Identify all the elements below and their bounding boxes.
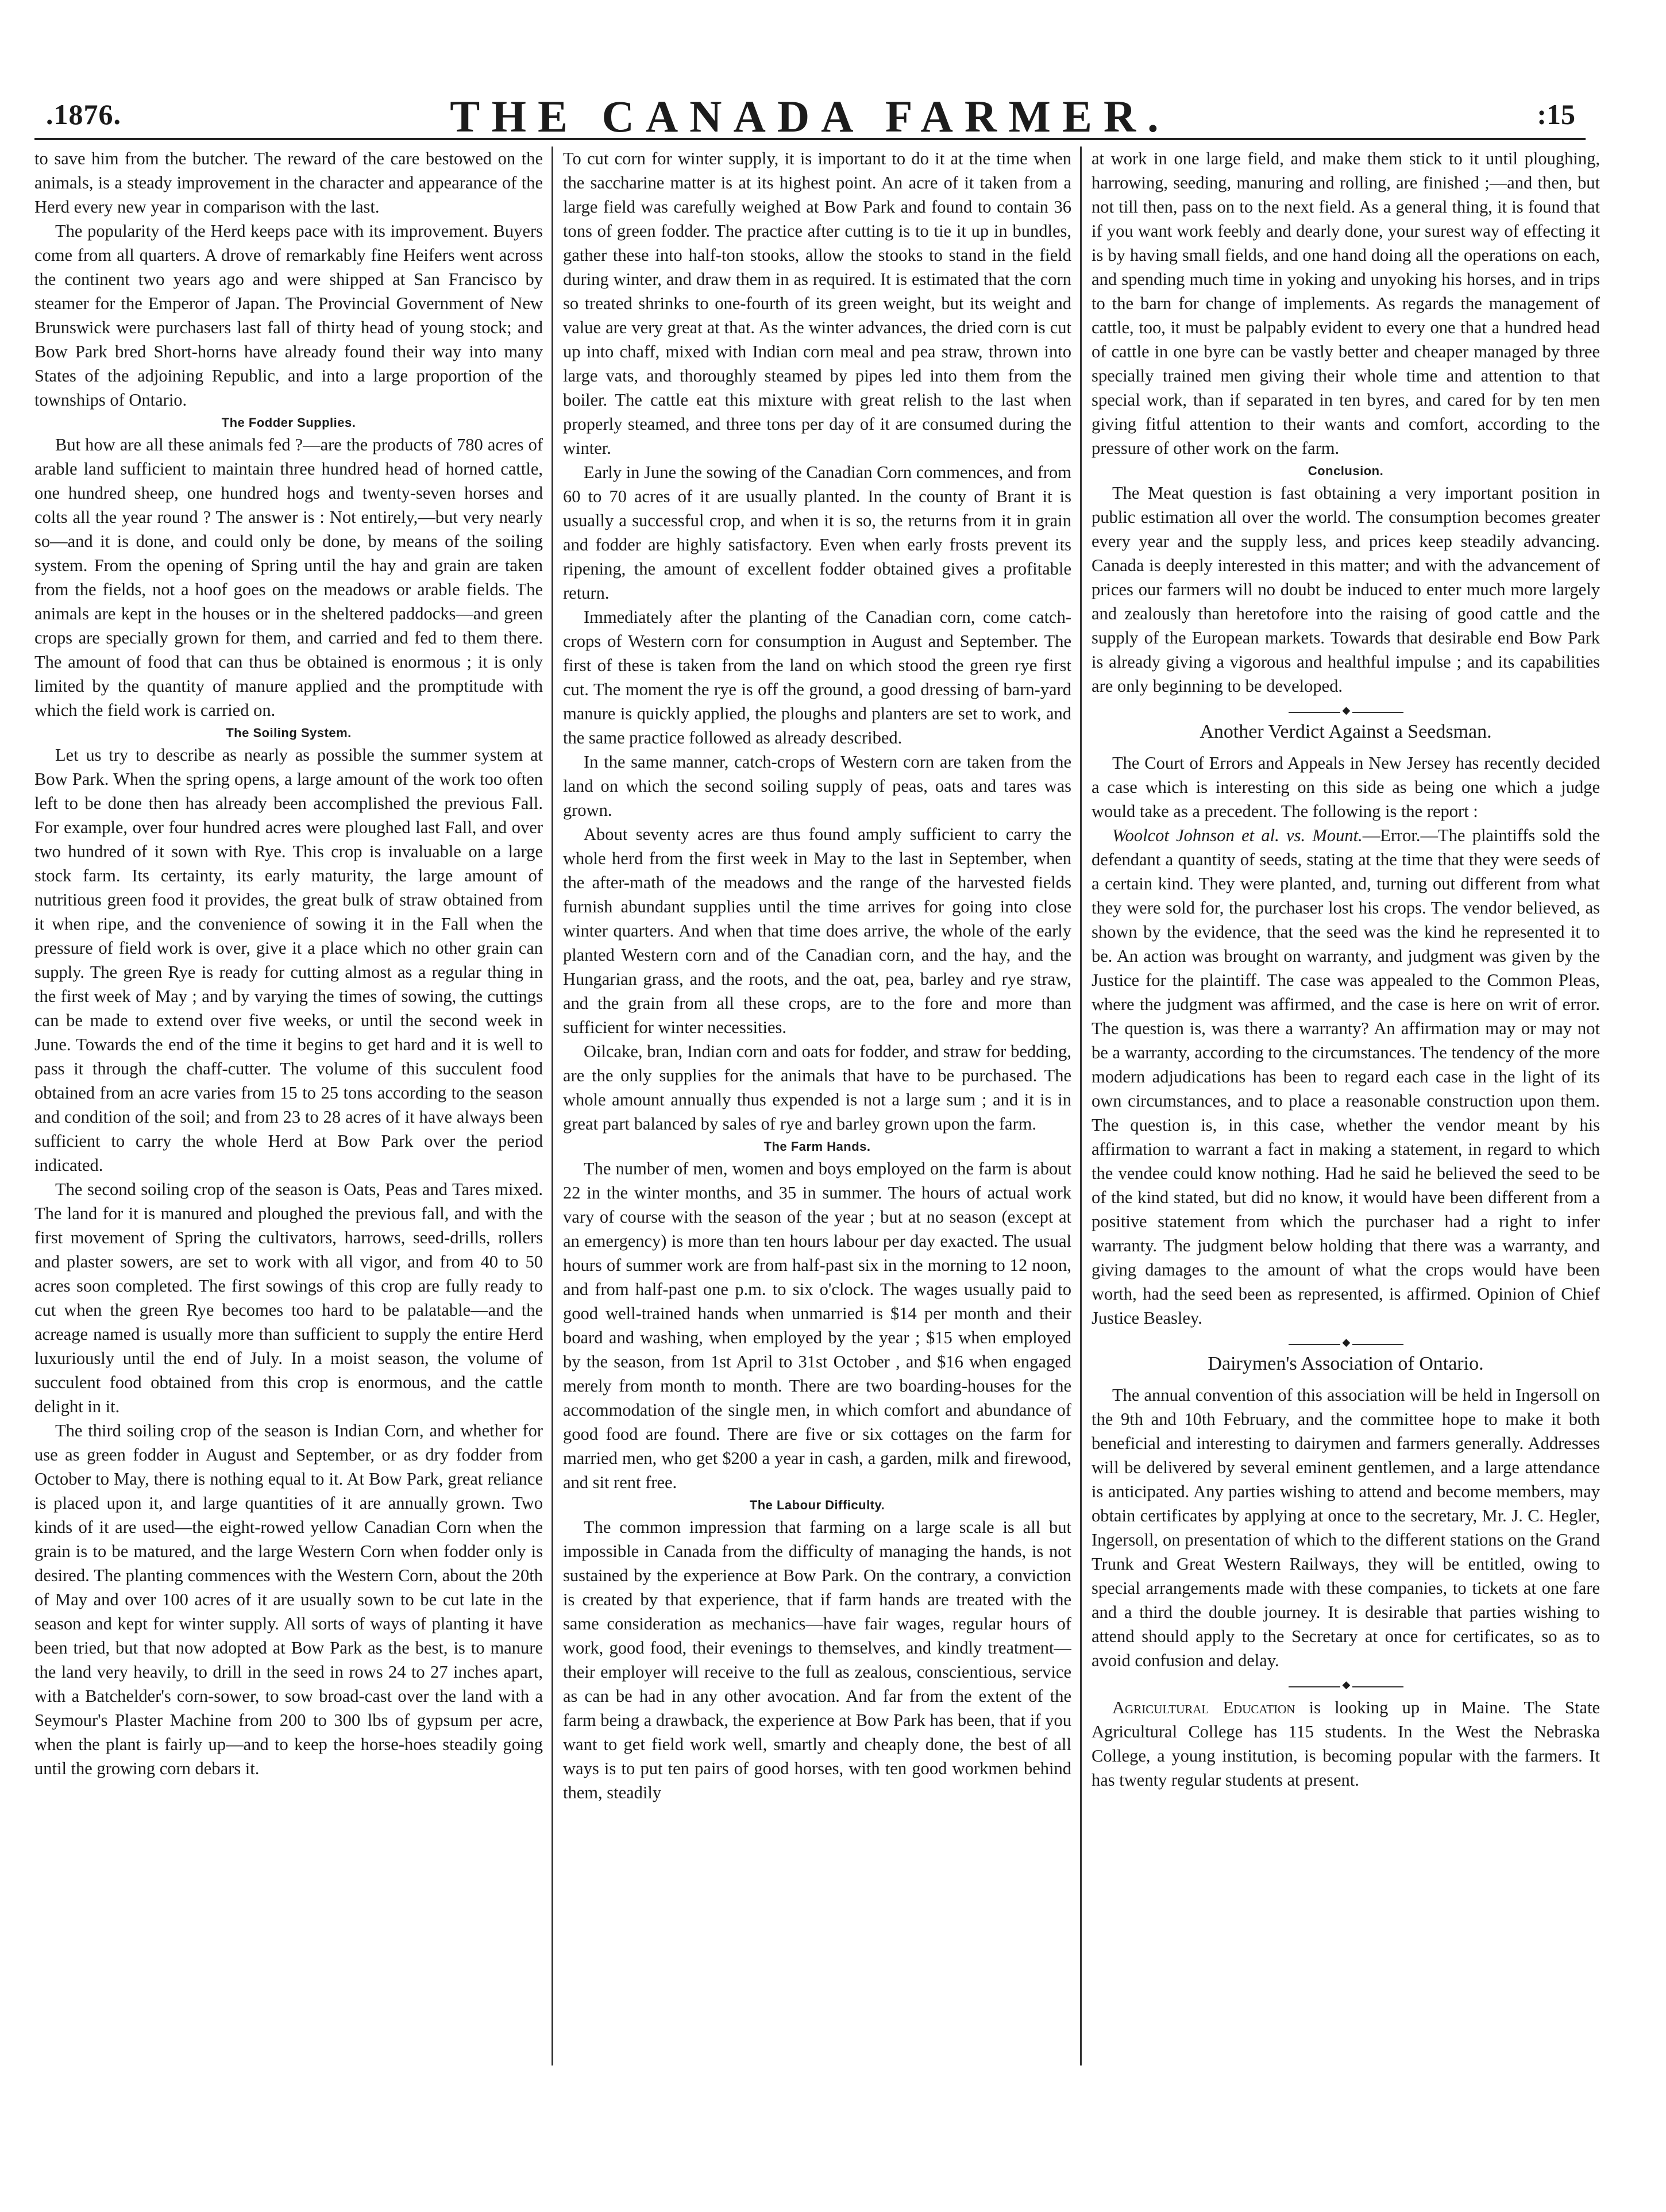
masthead-rule bbox=[34, 138, 1586, 140]
masthead-year: .1876. bbox=[46, 98, 121, 130]
paragraph: to save him from the butcher. The reward of the care bestowed on the animals, is a steady improvement in the character and appearance of the Herd every new year in comparison with the last. bbox=[34, 149, 543, 217]
column-divider bbox=[1080, 147, 1082, 2065]
section-heading: The Labour Difficulty. bbox=[749, 1498, 885, 1512]
paragraph: The annual convention of this association will be held in Ingersoll on the 9th and 10th February, and the committee hope to make it both beneficial and interesting to dairymen and farmers generally. Addresses will be delivered by several eminent gentlemen, and a large attendance is anticipated. Any parties wishing to attend and become members, may obtain certificates by applying at once to the secretary, Mr. J. C. Hegler, Ingersoll, on presentation of which to the different stations on the Grand Trunk and Great Western Railways, they will be entitled, owing to special arrangements made with these companies, to tickets at one fare and a third the double journey. It is desirable that parties wishing to attend should apply to the Secretary at once for certificates, so as to avoid confusion and delay. bbox=[1092, 1385, 1600, 1670]
paragraph: Immediately after the planting of the Canadian corn, come catch-crops of Western corn for consumption in August and September. The first of these is taken from the land on which stood the green rye first cut. The moment the rye is off the ground, a good dressing of barn-yard manure is quickly applied, the ploughs and planters are set to work, and the same practice followed as already described. bbox=[563, 607, 1071, 747]
paragraph-text: is looking up in Maine. The State Agricultural College has 115 students. In the West the Nebraska College, a young institution, is becoming popular with the farmers. It has twenty regular students at present. bbox=[1092, 1698, 1600, 1790]
paragraph: Let us try to describe as nearly as possible the summer system at Bow Park. When the spring opens, a large amount of the work too often left to be done then has already been accomplished the previous Fall. For example, over four hundred acres were ploughed last Fall, and over two hundred of it sown with Rye. This crop is invaluable on a large stock farm. Its certainty, its early maturity, the large amount of nutritious green food it provides, the great bulk of straw obtained from it when ripe, and the convenience of sowing it in the Fall when the pressure of field work is over, give it a place which no other grain can supply. The green Rye is ready for cutting almost as a regular thing in the first week of May ; and by varying the times of sowing, the cuttings can be made to extend over five weeks, or until the second week in June. Towards the end of the time it begins to get hard and it is well to pass it through the chaff-cutter. The volume of this succulent food obtained from an acre varies from 15 to 25 tons according to the season and condition of the soil; and from 23 to 28 acres of it have always been sufficient to carry the whole Herd at Bow Park over the period indicated. bbox=[34, 745, 543, 1175]
case-text: —Error.—The plaintiffs sold the defendant a quantity of seeds, stating at the time that they were seeds of a certain kind. They were planted, and, turning out different from what they were sold for, the purchaser lost his crops. The vendor believed, as shown by the evidence, that the seed was the kind he represented it to be. An action was brought on warranty, and judgment was given by the Justice for the plaintiff. The case was appealed to the Common Pleas, where the judgment was affirmed, and the case is here on writ of error. The question is, was there a warranty? An affirmation may or may not be a warranty, according to the circumstances. The tendency of the more modern adjudications has been to regard each case in the light of its own circumstances, and to place a reasonable construction upon them. The question is, in this case, whether the vendor meant by his affirmation to warrant a fact in making a statement, in regard to which the vendee could know nothing. Had he said he believed the seed to be of the kind stated, but did no know, it would have been different from a positive statement from which the purchaser had a right to infer warranty. The judgment below holding that there was a warranty, and giving damages to the amount of what the crops would have been worth, had the seed been as represented, is affirmed. Opinion of Chief Justice Beasley. bbox=[1092, 826, 1600, 1328]
ornamental-divider bbox=[1289, 1686, 1403, 1687]
ornamental-divider bbox=[1289, 712, 1403, 713]
paragraph: The common impression that farming on a large scale is all but impossible in Canada from the difficulty of managing the hands, is not sustained by the experience at Bow Park. On the contrary, a conviction is created by that experience, that if farm hands are treated with the same consideration as mechanics—have fair wages, regular hours of work, good food, their evenings to themselves, and kindly treatment—their employer will receive to the full as zealous, conscientious, service as can be had in any other avocation. And far from the extent of the farm being a drawback, the experience at Bow Park has been, that if you want to get field work well, smartly and cheaply done, the best of all ways is to put ten pairs of good horses, with ten good workmen behind them, steadily bbox=[563, 1517, 1071, 1802]
section-heading: Conclusion. bbox=[1308, 464, 1384, 478]
section-heading: The Farm Hands. bbox=[763, 1139, 871, 1154]
column-3 bbox=[1092, 147, 1600, 2071]
article-headline: Dairymen's Association of Ontario. bbox=[1208, 1353, 1484, 1374]
lead-in-caps: Agricultural Education bbox=[1112, 1698, 1295, 1717]
paragraph: In the same manner, catch-crops of Western corn are taken from the land on which the second soiling supply of peas, oats and tares was grown. bbox=[563, 752, 1071, 820]
column-divider bbox=[552, 147, 553, 2065]
paragraph: The popularity of the Herd keeps pace with its improvement. Buyers come from all quarters. A drove of remarkably fine Heifers went across the continent two years ago and were shipped at San Francisco by steamer for the Emperor of Japan. The Provincial Government of New Brunswick were purchasers last fall of thirty head of young stock; and Bow Park bred Short-horns have already found their way into many States of the adjoining Republic, and into a large proportion of the townships of Ontario. bbox=[34, 221, 543, 410]
paragraph: To cut corn for winter supply, it is important to do it at the time when the saccharine matter is at its highest point. An acre of it taken from a large field was carefully weighed at Bow Park and found to contain 36 tons of green fodder. The practice after cutting is to tie it up in bundles, gather these into half-ton stooks, allow the stooks to stand in the field during winter, and draw them in as required. It is estimated that the corn so treated shrinks to one-fourth of its green weight, but its weight and value are very great at that. As the winter advances, the dried corn is cut up into chaff, mixed with Indian corn meal and pea straw, thrown into large vats, and thoroughly steamed by pipes led into them from the boiler. The cattle eat this mixture with great relish to the last when properly steamed, and three tons per day of it are consumed during the winter. bbox=[563, 149, 1071, 458]
paragraph: The Meat question is fast obtaining a very important position in public estimation all over the world. The consumption becomes greater every year and the supply less, and prices keep steadily advancing. Canada is deeply interested in this matter; and with the advancement of prices our farmers will no doubt be induced to enter much more largely and zealously than heretofore into the raising of good cattle and the supply of the European markets. Towards that desirable end Bow Park is already giving a vigorous and healthful impulse ; and its capabilities are only beginning to be developed. bbox=[1092, 483, 1600, 696]
section-heading: The Soiling System. bbox=[226, 726, 352, 740]
paragraph: The number of men, women and boys employed on the farm is about 22 in the winter months, and 35 in summer. The hours of actual work vary of course with the season of the year ; but at no season (except at an emergency) is more than ten hours labour per day exacted. The usual hours of summer work are from half-past six in the morning to 12 noon, and from half-past one p.m. to six o'clock. The wages usually paid to good well-trained hands when unmarried is $14 per month and their board and washing, when employed by the year ; $15 when employed by the season, from 1st April to 31st October , and $16 when engaged merely from month to month. There are two boarding-houses for the accommodation of the single men, in which comfort and abundance of good food are found. There are five or six cottages on the farm for married men, who get $200 a year in cash, a garden, milk and firewood, and sit rent free. bbox=[563, 1159, 1071, 1492]
paragraph: Early in June the sowing of the Canadian Corn commences, and from 60 to 70 acres of it are usually planted. In the county of Brant it is usually a successful crop, and when it is so, the returns from it in grain and fodder are highly satisfactory. Even when early frosts prevent its ripening, the amount of excellent fodder obtained gives a profitable return. bbox=[563, 463, 1071, 603]
paragraph: Oilcake, bran, Indian corn and oats for fodder, and straw for bedding, are the only supplies for the animals that have to be purchased. The whole amount annually thus expended is not a large sum ; and it is in great part balanced by sales of rye and barley grown upon the farm. bbox=[563, 1042, 1071, 1134]
paragraph bbox=[1092, 1695, 1600, 1792]
paragraph: The Court of Errors and Appeals in New Jersey has recently decided a case which is interesting on this side as being one which a judge would take as a precedent. The following is the report : bbox=[1092, 753, 1600, 821]
paragraph bbox=[1092, 823, 1600, 1330]
paragraph: at work in one large field, and make them stick to it until ploughing, harrowing, seeding, manuring and rolling, are finished ;—and then, but not till then, pass on to the next field. As a general thing, it is found that if you want work feebly and dearly done, your surest way of effecting it is by having small fields, and one hand doing all the operations on each, and spending much time in yoking and unyoking his horses, and in trips to the barn for change of implements. As regards the management of cattle, too, it must be palpably evident to every one that a hundred head of cattle in one byre can be vastly better and cheaper managed by three specially trained men giving their whole time and attention to that special work, than if separated in ten byres, and cared for by ten men giving fitful attention to their wants and comfort, according to the pressure of other work on the farm. bbox=[1092, 149, 1600, 458]
paragraph: The second soiling crop of the season is Oats, Peas and Tares mixed. The land for it is manured and ploughed the previous fall, and with the first movement of Spring the cultivators, harrows, seed-drills, rollers and plaster sowers, are set to work with all vigor, and from 40 to 50 acres soon completed. The first sowings of this crop are fully ready to cut when the green Rye becomes too hard to be palatable—and the acreage named is usually more than sufficient to supply the entire Herd luxuriously until the end of July. In a moist season, the volume of succulent food obtained from this crop is enormous, and the cattle delight in it. bbox=[34, 1180, 543, 1416]
masthead-page-number: :15 bbox=[1537, 98, 1575, 130]
paragraph: But how are all these animals fed ?—are the products of 780 acres of arable land sufficient to maintain three hundred head of horned cattle, one hundred sheep, one hundred hogs and twenty-seven horses and colts all the year round ? The answer is : Not entirely,—but very nearly so—and it is done, and could only be done, by means of the soiling system. From the opening of Spring until the hay and grain are taken from the fields, not a hoof goes on the meadows or arable fields. The animals are kept in the houses or in the sheltered paddocks—and green crops are specially grown for them, and carried and fed to them there. The amount of food that can thus be obtained is enormous ; it is only limited by the quantity of manure applied and the promptitude with which the field work is carried on. bbox=[34, 435, 543, 720]
ornamental-divider bbox=[1289, 1344, 1403, 1345]
masthead-title: THE CANADA FARMER. bbox=[450, 91, 1170, 141]
column-1 bbox=[34, 147, 543, 2071]
paragraph: The third soiling crop of the season is Indian Corn, and whether for use as green fodder in August and September, or as dry fodder from October to May, there is nothing equal to it. At Bow Park, great reliance is placed upon it, and large quantities of it are annually grown. Two kinds of it are used—the eight-rowed yellow Canadian Corn when the grain is to be matured, and the large Western Corn when fodder only is desired. The planting commences with the Western Corn, about the 20th of May and over 100 acres of it are usually sown to be cut late in the season and kept for winter supply. All sorts of ways of planting it have been tried, but that now adopted at Bow Park as the best, is to manure the land very heavily, to drill in the seed in rows 24 to 27 inches apart, with a Batchelder's corn-sower, to sow broad-cast over the land with a Seymour's Plaster Machine from 200 to 300 lbs of gypsum per acre, when the plant is fairly up—and to keep the horse-hoes steadily going until the growing corn debars it. bbox=[34, 1421, 543, 1778]
column-2 bbox=[563, 147, 1071, 2071]
case-title: Woolcot Johnson et al. vs. Mount. bbox=[1112, 826, 1363, 845]
section-heading: The Fodder Supplies. bbox=[221, 415, 356, 430]
masthead bbox=[34, 86, 1586, 141]
paragraph: About seventy acres are thus found amply sufficient to carry the whole herd from the first week in May to the last in September, when the after-math of the meadows and the range of the harvested fields furnish abundant supplies until the time arrives for going into close winter quarters. And when that time does arrive, the whole of the early planted Western corn and of the Canadian corn, and the hay, and the Hungarian grass, and the roots, and the oat, pea, barley and rye straw, and the grain from all these crops, are to the fore and more than sufficient for winter necessities. bbox=[563, 824, 1071, 1037]
article-headline: Another Verdict Against a Seedsman. bbox=[1200, 721, 1492, 742]
